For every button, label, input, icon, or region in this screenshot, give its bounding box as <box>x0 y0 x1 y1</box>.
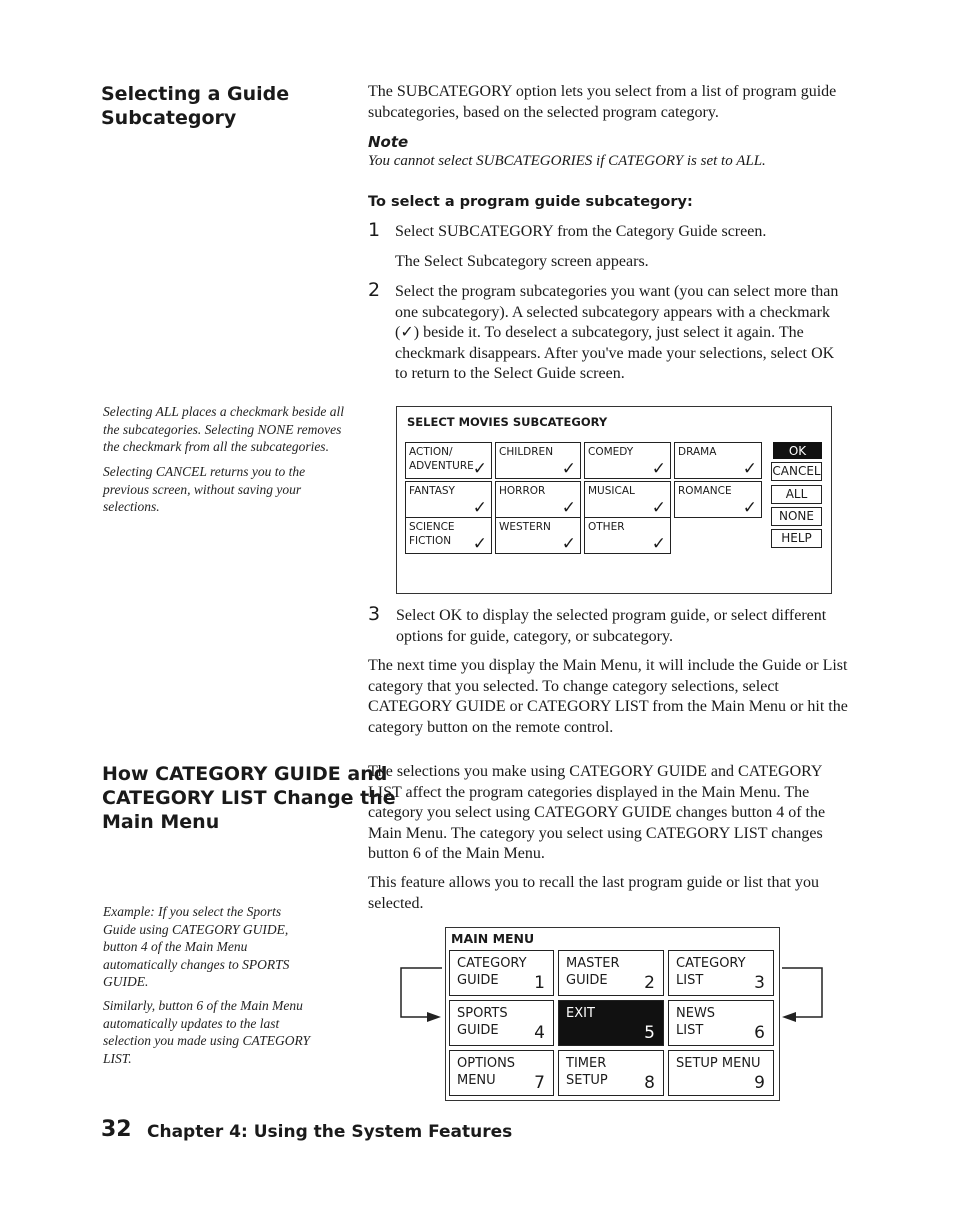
cell-label: DRAMA <box>678 446 717 458</box>
page-number: 32 <box>101 1117 132 1142</box>
cell-label: MUSICAL <box>588 485 635 497</box>
button-label: MASTER <box>566 956 620 971</box>
intro-paragraph: The SUBCATEGORY option lets you select from a list of program guide subcategories, based on the selected program category. <box>368 83 837 121</box>
button-label: EXIT <box>566 1006 595 1021</box>
cell-label: CHILDREN <box>499 446 554 458</box>
help-button[interactable]: HELP <box>771 529 822 548</box>
step-number-3: 3 <box>368 603 381 625</box>
section2-paragraph-1: The selections you make using CATEGORY GUIDE and CATEGORY LIST affect the program categories displayed in the Main Menu. The category you select using CATEGORY GUIDE changes button 4 of the Main Menu. The category you select using CATEGORY LIST changes button 6 of the Main Menu. <box>368 763 826 862</box>
step-1-result: The Select Subcategory screen appears. <box>395 253 649 270</box>
button-label-line2: LIST <box>676 973 704 988</box>
section-heading-selecting-subcategory: Selecting a Guide Subcategory <box>101 83 290 129</box>
setup-menu-button[interactable] <box>668 1050 774 1096</box>
button-number: 1 <box>534 973 545 993</box>
checkmark-icon: ✓ <box>472 498 487 518</box>
news-list-button[interactable] <box>668 1000 774 1046</box>
subcategory-drama[interactable] <box>674 442 762 479</box>
checkmark-icon: ✓ <box>651 459 666 479</box>
button-label: NEWS <box>676 1006 716 1021</box>
checkmark-icon: ✓ <box>561 459 576 479</box>
subcategory-children[interactable] <box>495 442 581 479</box>
chapter-title: Chapter 4: Using the System Features <box>147 1122 513 1142</box>
button-number: 5 <box>644 1023 655 1043</box>
sports-guide-button[interactable] <box>449 1000 554 1046</box>
button-label: SETUP MENU <box>676 1056 761 1071</box>
button-label-line2: LIST <box>676 1023 704 1038</box>
main-menu-title: MAIN MENU <box>451 931 535 946</box>
button-number: 9 <box>754 1073 765 1093</box>
checkmark-icon: ✓ <box>742 498 757 518</box>
button-label: CATEGORY <box>457 956 527 971</box>
checkmark-icon: ✓ <box>561 498 576 518</box>
subcategory-action-adventure[interactable] <box>405 442 492 479</box>
ok-button[interactable]: OK <box>773 442 822 459</box>
master-guide-button[interactable] <box>558 950 664 996</box>
after-steps-paragraph: The next time you display the Main Menu, it will include the Guide or List category that you selected. To change category selections, select CATEGORY GUIDE or CATEGORY LIST from the Main Menu or hit the category button on the remote control. <box>368 657 848 736</box>
select-subcategory-screen <box>396 406 832 594</box>
checkmark-icon: ✓ <box>651 498 666 518</box>
all-button[interactable]: ALL <box>771 485 822 504</box>
subcategory-musical[interactable] <box>584 481 671 518</box>
side-note-similarly: Similarly, button 6 of the Main Menu automatically updates to the last selection you made using CATEGORY LIST. <box>103 998 310 1066</box>
cell-label: ROMANCE <box>678 485 732 497</box>
subcategory-comedy[interactable] <box>584 442 671 479</box>
category-guide-button[interactable] <box>449 950 554 996</box>
subcategory-science-fiction[interactable] <box>405 517 492 554</box>
cell-label: SCIENCE FICTION <box>409 521 455 547</box>
section2-paragraph-2: This feature allows you to recall the last program guide or list that you selected. <box>368 874 819 912</box>
checkmark-icon: ✓ <box>651 534 666 554</box>
step-number-1: 1 <box>368 219 381 241</box>
step-3-text: Select OK to display the selected program guide, or select different options for guide, category, or subcategory. <box>396 607 827 645</box>
right-arrow-icon <box>778 960 828 1032</box>
button-label: TIMER <box>566 1056 607 1071</box>
subcategory-horror[interactable] <box>495 481 581 518</box>
step-2-text: Select the program subcategories you want (you can select more than one subcategory). A selected subcategory appears with a checkmark (✓) beside it. To deselect a subcategory, just select it again. The checkmark disappears. After you've made your selections, select OK to return to the Select Guide screen. <box>395 283 839 382</box>
button-number: 2 <box>644 973 655 993</box>
subcategory-other[interactable] <box>584 517 671 554</box>
cell-label: FANTASY <box>409 485 455 497</box>
subcategory-western[interactable] <box>495 517 581 554</box>
checkmark-icon: ✓ <box>472 459 487 479</box>
cell-label-line2: ADVENTURE <box>409 460 474 472</box>
note-label: Note <box>368 133 409 151</box>
section-heading-category-guide-list: How CATEGORY GUIDE and CATEGORY LIST Change the Main Menu <box>102 763 396 833</box>
step-1-text: Select SUBCATEGORY from the Category Guide screen. <box>395 223 767 240</box>
category-list-button[interactable] <box>668 950 774 996</box>
checkmark-icon: ✓ <box>472 534 487 554</box>
side-note-all-none: Selecting ALL places a checkmark beside all the subcategories. Selecting NONE removes the checkmark from all the subcategories. <box>103 404 344 454</box>
side-note-example: Example: If you select the Sports Guide using CATEGORY GUIDE, button 4 of the Main Menu automatically changes to SPORTS GUIDE. <box>103 904 290 989</box>
button-number: 4 <box>534 1023 545 1043</box>
options-menu-button[interactable] <box>449 1050 554 1096</box>
button-label-line2: GUIDE <box>457 973 499 988</box>
step-number-2: 2 <box>368 279 381 301</box>
button-number: 3 <box>754 973 765 993</box>
procedure-heading: To select a program guide subcategory: <box>368 194 693 210</box>
subcategory-romance[interactable] <box>674 481 762 518</box>
cell-label: OTHER <box>588 521 625 533</box>
screen-title: SELECT MOVIES SUBCATEGORY <box>407 415 608 429</box>
side-note-cancel: Selecting CANCEL returns you to the previous screen, without saving your selections. <box>103 464 306 514</box>
button-label: OPTIONS MENU <box>457 1056 516 1088</box>
left-arrow-icon <box>395 960 455 1032</box>
button-label-line2: GUIDE <box>566 973 608 988</box>
checkmark-icon: ✓ <box>742 459 757 479</box>
cell-label: WESTERN <box>499 521 551 533</box>
cell-label: HORROR <box>499 485 546 497</box>
cancel-button[interactable]: CANCEL <box>771 462 822 481</box>
button-label: SPORTS <box>457 1006 508 1021</box>
exit-button[interactable] <box>558 1000 664 1046</box>
button-number: 6 <box>754 1023 765 1043</box>
main-menu-screen <box>445 927 780 1101</box>
note-text: You cannot select SUBCATEGORIES if CATEGORY is set to ALL. <box>368 153 766 169</box>
cell-label: COMEDY <box>588 446 634 458</box>
button-label-line2: GUIDE <box>457 1023 499 1038</box>
none-button[interactable]: NONE <box>771 507 822 526</box>
checkmark-icon: ✓ <box>561 534 576 554</box>
button-number: 8 <box>644 1073 655 1093</box>
button-label: CATEGORY <box>676 956 746 971</box>
button-label-line2: SETUP <box>566 1073 608 1088</box>
timer-setup-button[interactable] <box>558 1050 664 1096</box>
cell-label: ACTION/ <box>409 446 453 458</box>
button-number: 7 <box>534 1073 545 1093</box>
subcategory-fantasy[interactable] <box>405 481 492 518</box>
